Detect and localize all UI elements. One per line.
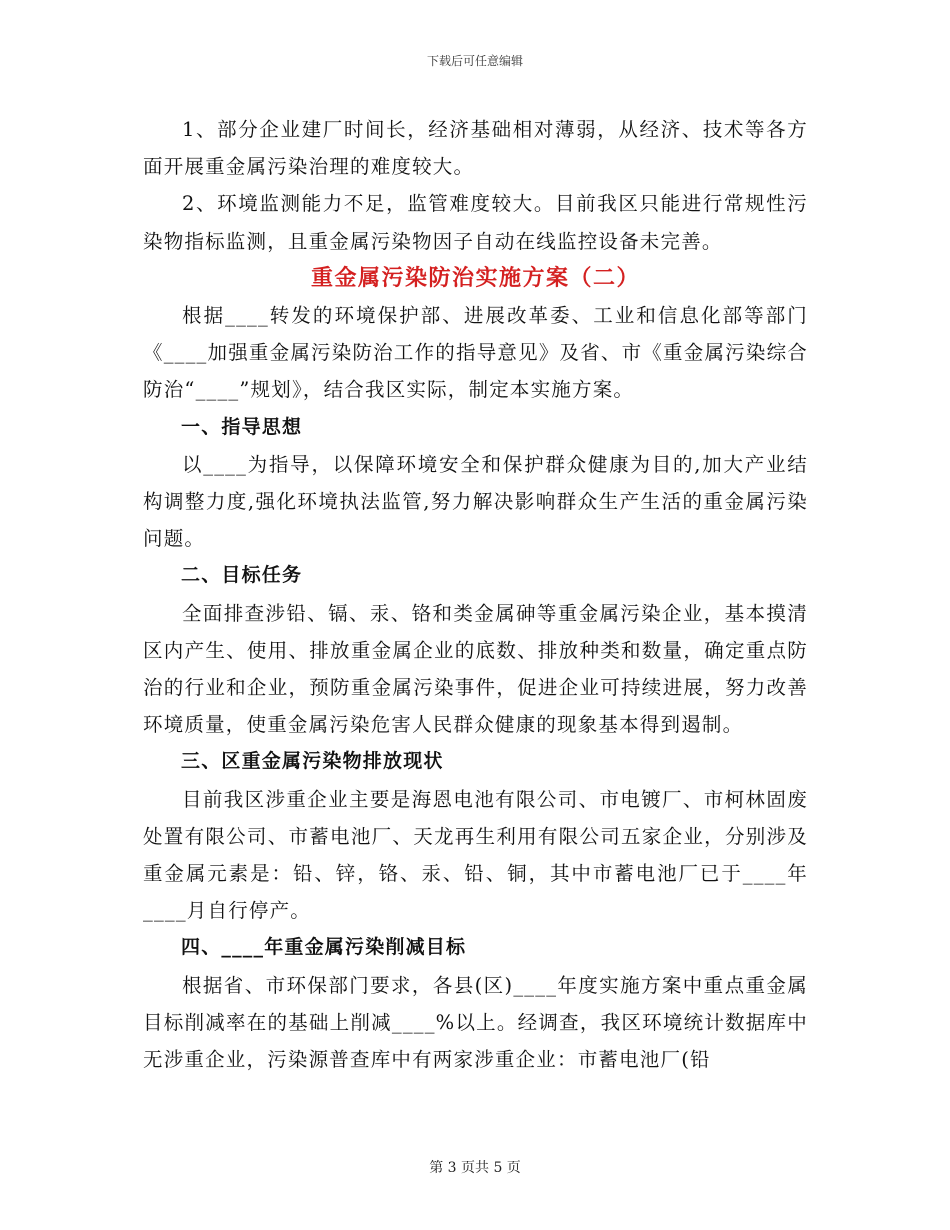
document-title: 重金属污染防治实施方案（二）	[310, 265, 640, 291]
section-body-reduction-targets: 根据省、市环保部门要求，各县(区)____年度实施方案中重点重金属目标削减率在的基础上削减____%以上。经调查，我区环境统计数据库中无涉重企业，污染源普查库中有两家涉重企业：市蓄电池厂(铅	[143, 973, 808, 1072]
paragraph-item-1: 1、部分企业建厂时间长，经济基础相对薄弱，从经济、技术等各方面开展重金属污染治理的难度较大。	[143, 118, 808, 179]
section-title-goals: 二、目标任务	[181, 564, 303, 587]
paragraph-item-2: 2、环境监测能力不足，监管难度较大。目前我区只能进行常规性污染物指标监测，且重金属污染物因子自动在线监控设备未完善。	[143, 192, 808, 253]
section-title-reduction-targets: 四、____年重金属污染削减目标	[181, 936, 467, 959]
document-body	[143, 111, 808, 1078]
section-title-emission-status: 三、区重金属污染物排放现状	[181, 750, 444, 773]
section-title-guiding-thought: 一、指导思想	[181, 415, 303, 438]
section-body-emission-status: 目前我区涉重企业主要是海恩电池有限公司、市电镀厂、市柯林固废处置有限公司、市蓄电池厂、天龙再生利用有限公司五家企业，分别涉及重金属元素是：铅、锌，铬、汞、铅、铜，其中市蓄电池厂已于____年____月自行停产。	[143, 787, 808, 923]
page-header: 下载后可任意编辑	[426, 54, 523, 68]
intro-paragraph: 根据____转发的环境保护部、进展改革委、工业和信息化部等部门《____加强重金属污染防治工作的指导意见》及省、市《重金属污染综合防治“____”规划》，结合我区实际，制定本实施方案。	[143, 304, 808, 402]
section-body-goals: 全面排查涉铅、镉、汞、铬和类金属砷等重金属污染企业，基本摸清区内产生、使用、排放重金属企业的底数、排放种类和数量，确定重点防治的行业和企业，预防重金属污染事件，促进企业可持续进展，努力改善环境质量，使重金属污染危害人民群众健康的现象基本得到遏制。	[143, 601, 808, 737]
section-body-guiding-thought: 以____为指导，以保障环境安全和保护群众健康为目的,加大产业结构调整力度,强化环境执法监管,努力解决影响群众生产生活的重金属污染问题。	[143, 452, 808, 551]
page-footer: 第 3 页共 5 页	[429, 1160, 521, 1176]
